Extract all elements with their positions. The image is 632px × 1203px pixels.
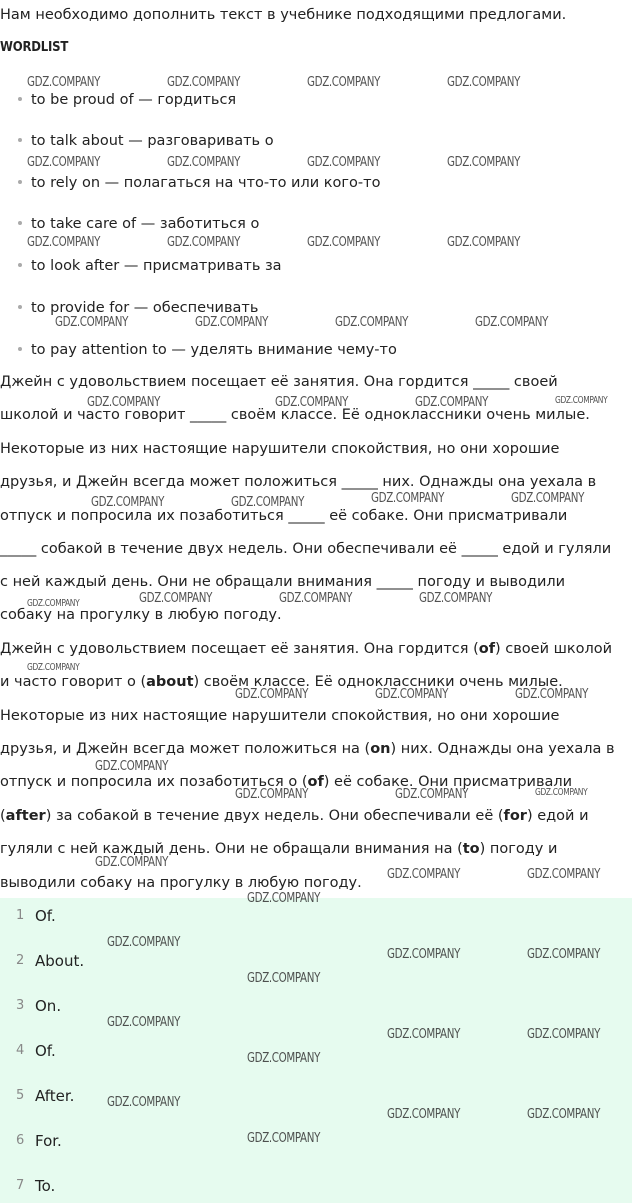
watermark: GDZ.COMPANY bbox=[371, 491, 445, 506]
watermark: GDZ.COMPANY bbox=[375, 687, 449, 702]
watermark: GDZ.COMPANY bbox=[195, 315, 269, 330]
bullet-icon bbox=[18, 221, 22, 225]
task-line: собаку на прогулку в любую погоду. bbox=[0, 607, 282, 623]
watermark: GDZ.COMPANY bbox=[395, 787, 469, 802]
watermark: GDZ.COMPANY bbox=[335, 315, 409, 330]
watermark: GDZ.COMPANY bbox=[235, 687, 309, 702]
watermark: GDZ.COMPANY bbox=[447, 235, 521, 250]
watermark: GDZ.COMPANY bbox=[95, 855, 169, 870]
task-line: с ней каждый день. Они не обращали внимания _____ погоду и выводили bbox=[0, 574, 566, 590]
bullet-icon bbox=[18, 263, 22, 267]
bullet-icon bbox=[18, 347, 22, 351]
watermark: GDZ.COMPANY bbox=[27, 662, 80, 673]
wordlist-item: to look after — присматривать за bbox=[18, 256, 282, 276]
watermark: GDZ.COMPANY bbox=[475, 315, 549, 330]
watermark: GDZ.COMPANY bbox=[419, 591, 493, 606]
watermark: GDZ.COMPANY bbox=[167, 155, 241, 170]
wordlist-item: to talk about — разговаривать о bbox=[18, 131, 274, 151]
watermark: GDZ.COMPANY bbox=[235, 787, 309, 802]
watermark: GDZ.COMPANY bbox=[27, 598, 80, 609]
task-line: отпуск и попросила их позаботиться _____ её собаке. Они присматривали bbox=[0, 508, 568, 524]
watermark: GDZ.COMPANY bbox=[275, 395, 349, 410]
answer-line: выводили собаку на прогулку в любую погоду. bbox=[0, 875, 362, 891]
watermark: GDZ.COMPANY bbox=[279, 591, 353, 606]
watermark: GDZ.COMPANY bbox=[167, 75, 241, 90]
watermark: GDZ.COMPANY bbox=[307, 235, 381, 250]
answer-line: Джейн с удовольствием посещает её занятия. Она гордится (of) своей школой bbox=[0, 641, 613, 657]
watermark: GDZ.COMPANY bbox=[447, 75, 521, 90]
watermark: GDZ.COMPANY bbox=[447, 155, 521, 170]
watermark: GDZ.COMPANY bbox=[27, 155, 101, 170]
answer-line: (after) за собакой в течение двух недель. Они обеспечивали её (for) едой и bbox=[0, 808, 589, 824]
bullet-icon bbox=[18, 180, 22, 184]
watermark: GDZ.COMPANY bbox=[247, 891, 321, 906]
watermark: GDZ.COMPANY bbox=[387, 1107, 461, 1122]
watermark: GDZ.COMPANY bbox=[515, 687, 589, 702]
watermark: GDZ.COMPANY bbox=[387, 867, 461, 882]
task-line: Некоторые из них настоящие нарушители спокойствия, но они хорошие bbox=[0, 441, 560, 457]
watermark: GDZ.COMPANY bbox=[527, 867, 601, 882]
task-line: друзья, и Джейн всегда может положиться _____ них. Однажды она уехала в bbox=[0, 474, 597, 490]
wordlist-item: to provide for — обеспечивать bbox=[18, 298, 258, 318]
answer-line: отпуск и попросила их позаботиться о (of) её собаке. Они присматривали bbox=[0, 774, 573, 790]
watermark: GDZ.COMPANY bbox=[511, 491, 585, 506]
watermark: GDZ.COMPANY bbox=[55, 315, 129, 330]
watermark: GDZ.COMPANY bbox=[307, 75, 381, 90]
watermark: GDZ.COMPANY bbox=[247, 1131, 321, 1146]
watermark: GDZ.COMPANY bbox=[139, 591, 213, 606]
watermark: GDZ.COMPANY bbox=[167, 235, 241, 250]
answer-line: гуляли с ней каждый день. Они не обращали внимания на (to) погоду и bbox=[0, 841, 558, 857]
bullet-icon bbox=[18, 305, 22, 309]
bullet-icon bbox=[18, 97, 22, 101]
intro-text: Нам необходимо дополнить текст в учебнике подходящими предлогами. bbox=[0, 7, 567, 23]
watermark: GDZ.COMPANY bbox=[95, 759, 169, 774]
watermark: GDZ.COMPANY bbox=[247, 1051, 321, 1066]
answer-line: Некоторые из них настоящие нарушители спокойствия, но они хорошие bbox=[0, 708, 560, 724]
watermark: GDZ.COMPANY bbox=[527, 947, 601, 962]
watermark: GDZ.COMPANY bbox=[415, 395, 489, 410]
watermark: GDZ.COMPANY bbox=[87, 395, 161, 410]
watermark: GDZ.COMPANY bbox=[555, 395, 608, 406]
watermark: GDZ.COMPANY bbox=[307, 155, 381, 170]
watermark: GDZ.COMPANY bbox=[535, 787, 588, 798]
task-line: школой и часто говорит _____ своём классе. Её одноклассники очень милые. bbox=[0, 407, 590, 423]
watermark: GDZ.COMPANY bbox=[527, 1107, 601, 1122]
watermark: GDZ.COMPANY bbox=[107, 935, 181, 950]
task-line: _____ собакой в течение двух недель. Они обеспечивали её _____ едой и гуляли bbox=[0, 541, 612, 557]
watermark: GDZ.COMPANY bbox=[247, 971, 321, 986]
bullet-icon bbox=[18, 138, 22, 142]
watermark: GDZ.COMPANY bbox=[27, 75, 101, 90]
answer-line: друзья, и Джейн всегда может положиться на (on) них. Однажды она уехала в bbox=[0, 741, 615, 757]
wordlist-title: WORDLIST bbox=[0, 40, 69, 55]
watermark: GDZ.COMPANY bbox=[387, 1027, 461, 1042]
wordlist-item: to rely on — полагаться на что-то или кого-то bbox=[18, 173, 380, 193]
watermark: GDZ.COMPANY bbox=[527, 1027, 601, 1042]
watermark: GDZ.COMPANY bbox=[387, 947, 461, 962]
watermark: GDZ.COMPANY bbox=[107, 1015, 181, 1030]
wordlist-item: to take care of — заботиться о bbox=[18, 214, 259, 234]
watermark: GDZ.COMPANY bbox=[91, 495, 165, 510]
watermark: GDZ.COMPANY bbox=[27, 235, 101, 250]
answers-block: 1 Of. 2 About. 3 On. 4 Of. 5 After. 6 For. 7 To. bbox=[0, 898, 632, 1203]
watermark: GDZ.COMPANY bbox=[231, 495, 305, 510]
wordlist-item: to be proud of — гордиться bbox=[18, 90, 236, 110]
task-line: Джейн с удовольствием посещает её занятия. Она гордится _____ своей bbox=[0, 374, 558, 390]
watermark: GDZ.COMPANY bbox=[107, 1095, 181, 1110]
answer-line: и часто говорит о (about) своём классе. Её одноклассники очень милые. bbox=[0, 674, 563, 690]
wordlist-item: to pay attention to — уделять внимание чему-то bbox=[18, 340, 397, 360]
